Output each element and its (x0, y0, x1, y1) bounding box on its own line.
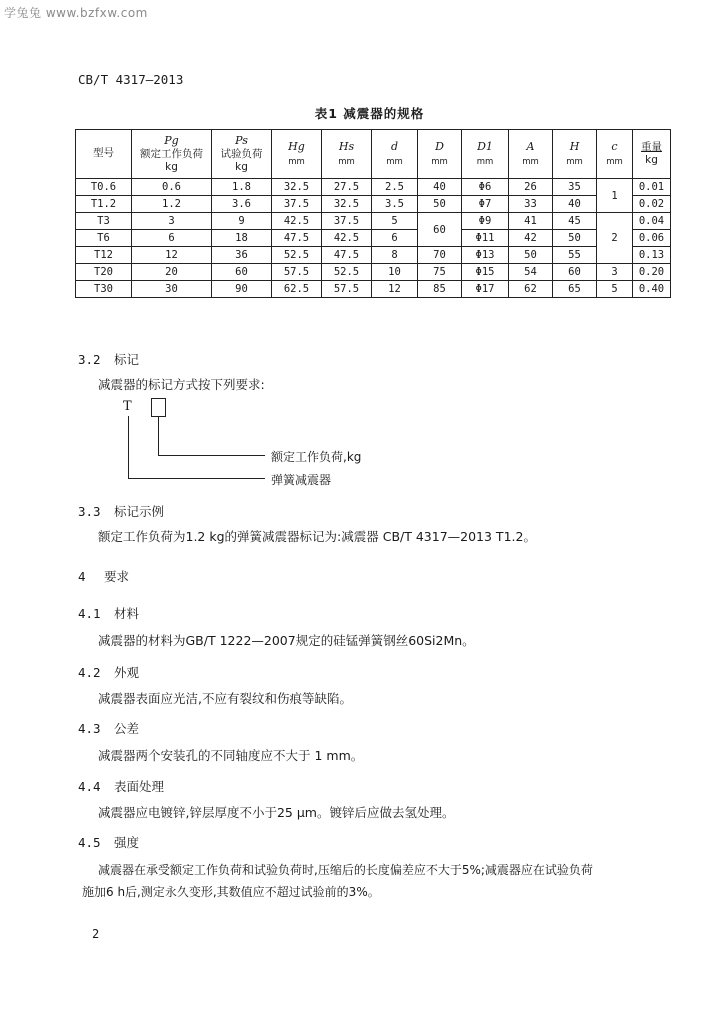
header-D: D mm (418, 130, 462, 179)
cell-hs: 47.5 (322, 247, 372, 264)
cell-hs: 42.5 (322, 230, 372, 247)
section-3-3-text: 额定工作负荷为1.2 kg的弹簧减震器标记为:减震器 CB/T 4317—2013 T1.2。 (98, 529, 536, 544)
leader-line-type-vertical (128, 416, 129, 478)
cell-hg: 57.5 (272, 264, 322, 281)
cell-d: 6 (372, 230, 418, 247)
section-number: 4 (78, 569, 86, 584)
standard-id-header: CB/T 4317—2013 (78, 72, 184, 87)
mark-label-spring-damper: 弹簧减震器 (271, 473, 332, 487)
cell-A: 62 (509, 281, 553, 298)
cell-hg: 47.5 (272, 230, 322, 247)
cell-test-load: 18 (212, 230, 272, 247)
cell-hg: 32.5 (272, 179, 322, 196)
header-weight: 重量 kg (633, 130, 671, 179)
cell-hg: 37.5 (272, 196, 322, 213)
cell-A: 26 (509, 179, 553, 196)
cell-A: 54 (509, 264, 553, 281)
section-title: 要求 (104, 569, 130, 584)
cell-D1: Φ6 (462, 179, 509, 196)
section-title: 标记示例 (114, 504, 165, 519)
mark-letter: T (123, 399, 132, 414)
cell-D: 40 (418, 179, 462, 196)
cell-D1: Φ11 (462, 230, 509, 247)
cell-H: 50 (553, 230, 597, 247)
section-4-5-text-line1: 减震器在承受额定工作负荷和试验负荷时,压缩后的长度偏差应不大于5%;减震器应在试验负荷 (98, 863, 593, 877)
section-4-5-heading (78, 833, 139, 851)
cell-H: 40 (553, 196, 597, 213)
cell-D: 85 (418, 281, 462, 298)
cell-hg: 62.5 (272, 281, 322, 298)
cell-c: 3 (597, 264, 633, 281)
header-rated-load: Pg 额定工作负荷 kg (132, 130, 212, 179)
header-D1: D1 mm (462, 130, 509, 179)
table-header-row (76, 130, 671, 179)
cell-d: 5 (372, 213, 418, 230)
cell-H: 65 (553, 281, 597, 298)
cell-A: 50 (509, 247, 553, 264)
section-4-4-heading (78, 777, 164, 795)
cell-test-load: 36 (212, 247, 272, 264)
cell-D1: Φ13 (462, 247, 509, 264)
header-test-load: Ps 试验负荷 kg (212, 130, 272, 179)
cell-test-load: 90 (212, 281, 272, 298)
section-4-2-text: 减震器表面应光洁,不应有裂纹和伤痕等缺陷。 (98, 691, 352, 706)
cell-A: 33 (509, 196, 553, 213)
cell-rated-load: 12 (132, 247, 212, 264)
cell-model: T0.6 (76, 179, 132, 196)
cell-c: 1 (597, 179, 633, 213)
cell-A: 41 (509, 213, 553, 230)
page-number: 2 (92, 927, 100, 941)
section-title: 外观 (114, 665, 140, 680)
header-hg: Hg mm (272, 130, 322, 179)
cell-weight: 0.13 (633, 247, 671, 264)
cell-weight: 0.06 (633, 230, 671, 247)
cell-d: 10 (372, 264, 418, 281)
cell-D: 60 (418, 213, 462, 247)
cell-D: 70 (418, 247, 462, 264)
cell-test-load: 9 (212, 213, 272, 230)
cell-weight: 0.04 (633, 213, 671, 230)
section-title: 材料 (114, 606, 140, 621)
header-hs: Hs mm (322, 130, 372, 179)
section-4-2-heading (78, 663, 139, 681)
cell-model: T3 (76, 213, 132, 230)
header-c: c mm (597, 130, 633, 179)
cell-hg: 42.5 (272, 213, 322, 230)
leader-line-type-horizontal (128, 478, 265, 479)
header-A: A mm (509, 130, 553, 179)
section-number: 3.3 (78, 504, 101, 519)
cell-hs: 57.5 (322, 281, 372, 298)
section-3-3-heading (78, 502, 164, 520)
section-number: 4.5 (78, 835, 101, 850)
table-row (76, 179, 671, 196)
cell-D1: Φ17 (462, 281, 509, 298)
cell-d: 12 (372, 281, 418, 298)
cell-model: T1.2 (76, 196, 132, 213)
cell-hs: 37.5 (322, 213, 372, 230)
section-4-1-text: 减震器的材料为GB/T 1222—2007规定的硅锰弹簧钢丝60Si2Mn。 (98, 633, 475, 648)
cell-H: 55 (553, 247, 597, 264)
cell-test-load: 3.6 (212, 196, 272, 213)
header-d: d mm (372, 130, 418, 179)
cell-D: 50 (418, 196, 462, 213)
section-number: 4.2 (78, 665, 101, 680)
cell-rated-load: 3 (132, 213, 212, 230)
section-4-1-heading (78, 604, 139, 622)
leader-line-load-horizontal (158, 455, 265, 456)
table-row (76, 264, 671, 281)
cell-D: 75 (418, 264, 462, 281)
cell-hs: 27.5 (322, 179, 372, 196)
section-title: 标记 (114, 352, 140, 367)
section-4-3-text: 减震器两个安装孔的不同轴度应不大于 1 mm。 (98, 748, 364, 763)
watermark: 学兔兔 www.bzfxw.com (4, 6, 148, 20)
section-number: 4.4 (78, 779, 101, 794)
cell-rated-load: 20 (132, 264, 212, 281)
header-H: H mm (553, 130, 597, 179)
mark-label-rated-load: 额定工作负荷,kg (271, 450, 362, 464)
cell-D1: Φ9 (462, 213, 509, 230)
cell-d: 3.5 (372, 196, 418, 213)
table-row (76, 196, 671, 213)
cell-weight: 0.20 (633, 264, 671, 281)
table-row (76, 213, 671, 230)
cell-test-load: 60 (212, 264, 272, 281)
cell-test-load: 1.8 (212, 179, 272, 196)
cell-d: 8 (372, 247, 418, 264)
cell-A: 42 (509, 230, 553, 247)
cell-H: 60 (553, 264, 597, 281)
cell-H: 35 (553, 179, 597, 196)
section-number: 4.1 (78, 606, 101, 621)
cell-model: T30 (76, 281, 132, 298)
spec-table (75, 129, 671, 298)
cell-c: 2 (597, 213, 633, 264)
section-title: 公差 (114, 721, 140, 736)
section-number: 4.3 (78, 721, 101, 736)
table-row (76, 281, 671, 298)
cell-c: 5 (597, 281, 633, 298)
cell-H: 45 (553, 213, 597, 230)
cell-d: 2.5 (372, 179, 418, 196)
cell-rated-load: 30 (132, 281, 212, 298)
section-number: 3.2 (78, 352, 101, 367)
section-title: 表面处理 (114, 779, 165, 794)
cell-D1: Φ15 (462, 264, 509, 281)
section-3-2-text: 减震器的标记方式按下列要求: (98, 377, 265, 392)
section-4-4-text: 减震器应电镀锌,锌层厚度不小于25 μm。镀锌后应做去氢处理。 (98, 805, 455, 820)
cell-hs: 32.5 (322, 196, 372, 213)
cell-rated-load: 0.6 (132, 179, 212, 196)
cell-rated-load: 1.2 (132, 196, 212, 213)
section-title: 强度 (114, 835, 140, 850)
section-4-heading (78, 567, 129, 585)
section-4-3-heading (78, 719, 139, 737)
section-4-5-text-line2: 施加6 h后,测定永久变形,其数值应不超过试验前的3%。 (82, 885, 380, 899)
table-title: 表1 减震器的规格 (314, 106, 425, 121)
cell-weight: 0.40 (633, 281, 671, 298)
table-row (76, 247, 671, 264)
cell-weight: 0.01 (633, 179, 671, 196)
cell-model: T6 (76, 230, 132, 247)
cell-D1: Φ7 (462, 196, 509, 213)
cell-model: T20 (76, 264, 132, 281)
cell-hg: 52.5 (272, 247, 322, 264)
cell-model: T12 (76, 247, 132, 264)
leader-line-load-vertical (158, 416, 159, 455)
cell-hs: 52.5 (322, 264, 372, 281)
cell-weight: 0.02 (633, 196, 671, 213)
section-3-2-heading (78, 350, 139, 368)
header-model: 型号 (76, 130, 132, 179)
cell-rated-load: 6 (132, 230, 212, 247)
mark-placeholder-box (151, 398, 166, 417)
table-row (76, 230, 671, 247)
